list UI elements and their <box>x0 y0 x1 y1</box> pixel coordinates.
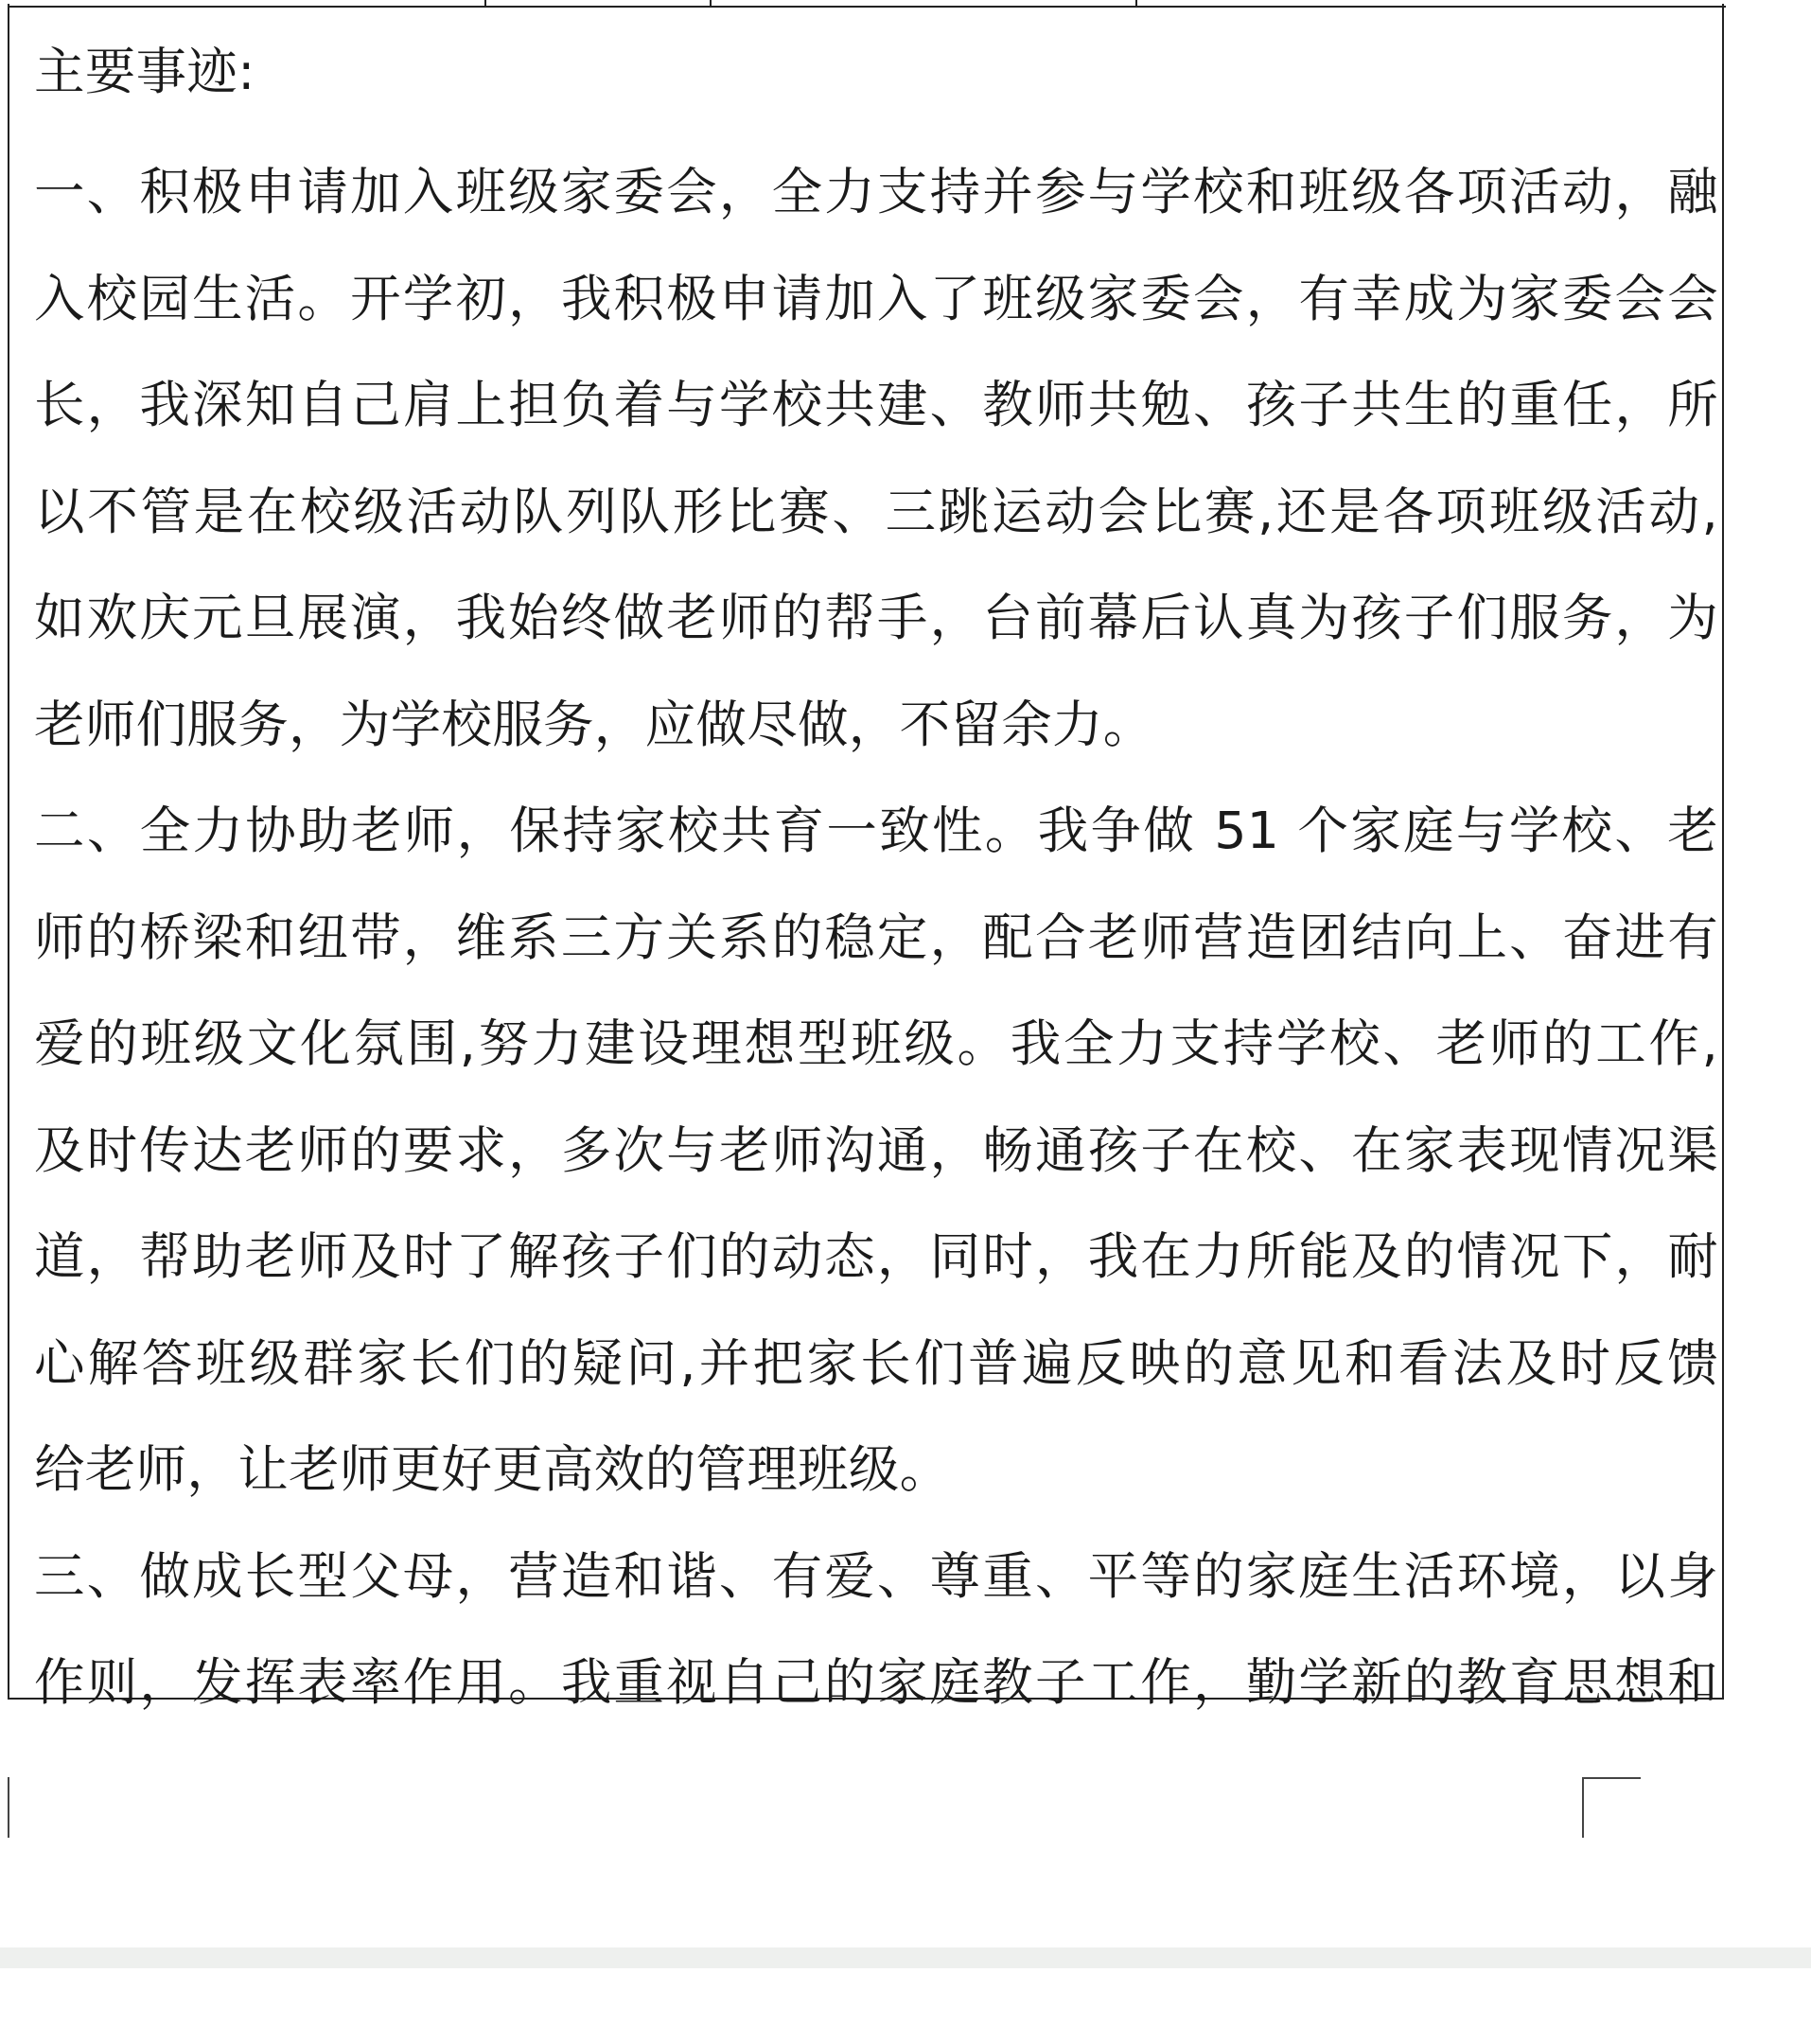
page-crop-mark-left <box>0 1777 9 1838</box>
text-line: 心解答班级群家长们的疑问,并把家长们普遍反映的意见和看法及时反馈 <box>34 1332 1718 1393</box>
text-line: 及时传达老师的要求，多次与老师沟通，畅通孩子在校、在家表现情况渠 <box>34 1119 1718 1180</box>
text-line: 二、全力协助老师，保持家校共育一致性。我争做 51 个家庭与学校、老 <box>34 801 1718 860</box>
text-line: 三、做成长型父母，营造和谐、有爱、尊重、平等的家庭生活环境，以身 <box>34 1545 1718 1606</box>
text-line: 作则，发挥表率作用。我重视自己的家庭教子工作，勤学新的教育思想和 <box>34 1652 1718 1712</box>
text-line: 以不管是在校级活动队列队形比赛、三跳运动会比赛,还是各项班级活动, <box>34 481 1718 541</box>
text-line: 一、积极申请加入班级家委会，全力支持并参与学校和班级各项活动，融 <box>34 162 1718 221</box>
text-line: 师的桥梁和纽带，维系三方关系的稳定，配合老师营造团结向上、奋进有 <box>34 907 1718 967</box>
text-line: 如欢庆元旦展演，我始终做老师的帮手，台前幕后认真为孩子们服务，为 <box>34 588 1718 647</box>
text-line: 道，帮助老师及时了解孩子们的动态，同时，我在力所能及的情况下，耐 <box>34 1226 1718 1286</box>
text-line: 入校园生活。开学初，我积极申请加入了班级家委会，有幸成为家委会会 <box>34 268 1718 328</box>
text-line: 老师们服务，为学校服务，应做尽做，不留余力。 <box>34 694 1154 754</box>
page-crop-mark-right <box>1582 1777 1641 1838</box>
achievements-text <box>34 34 1718 1736</box>
text-line: 给老师，让老师更好更高效的管理班级。 <box>34 1439 951 1499</box>
page-separator <box>0 1947 1811 1968</box>
achievements-table-cell <box>8 4 1724 1712</box>
section-heading: 主要事迹: <box>34 42 255 101</box>
text-line: 长，我深知自己肩上担负着与学校共建、教师共勉、孩子共生的重任，所 <box>34 375 1718 434</box>
text-line: 爱的班级文化氛围,努力建设理想型班级。我全力支持学校、老师的工作, <box>34 1013 1718 1073</box>
